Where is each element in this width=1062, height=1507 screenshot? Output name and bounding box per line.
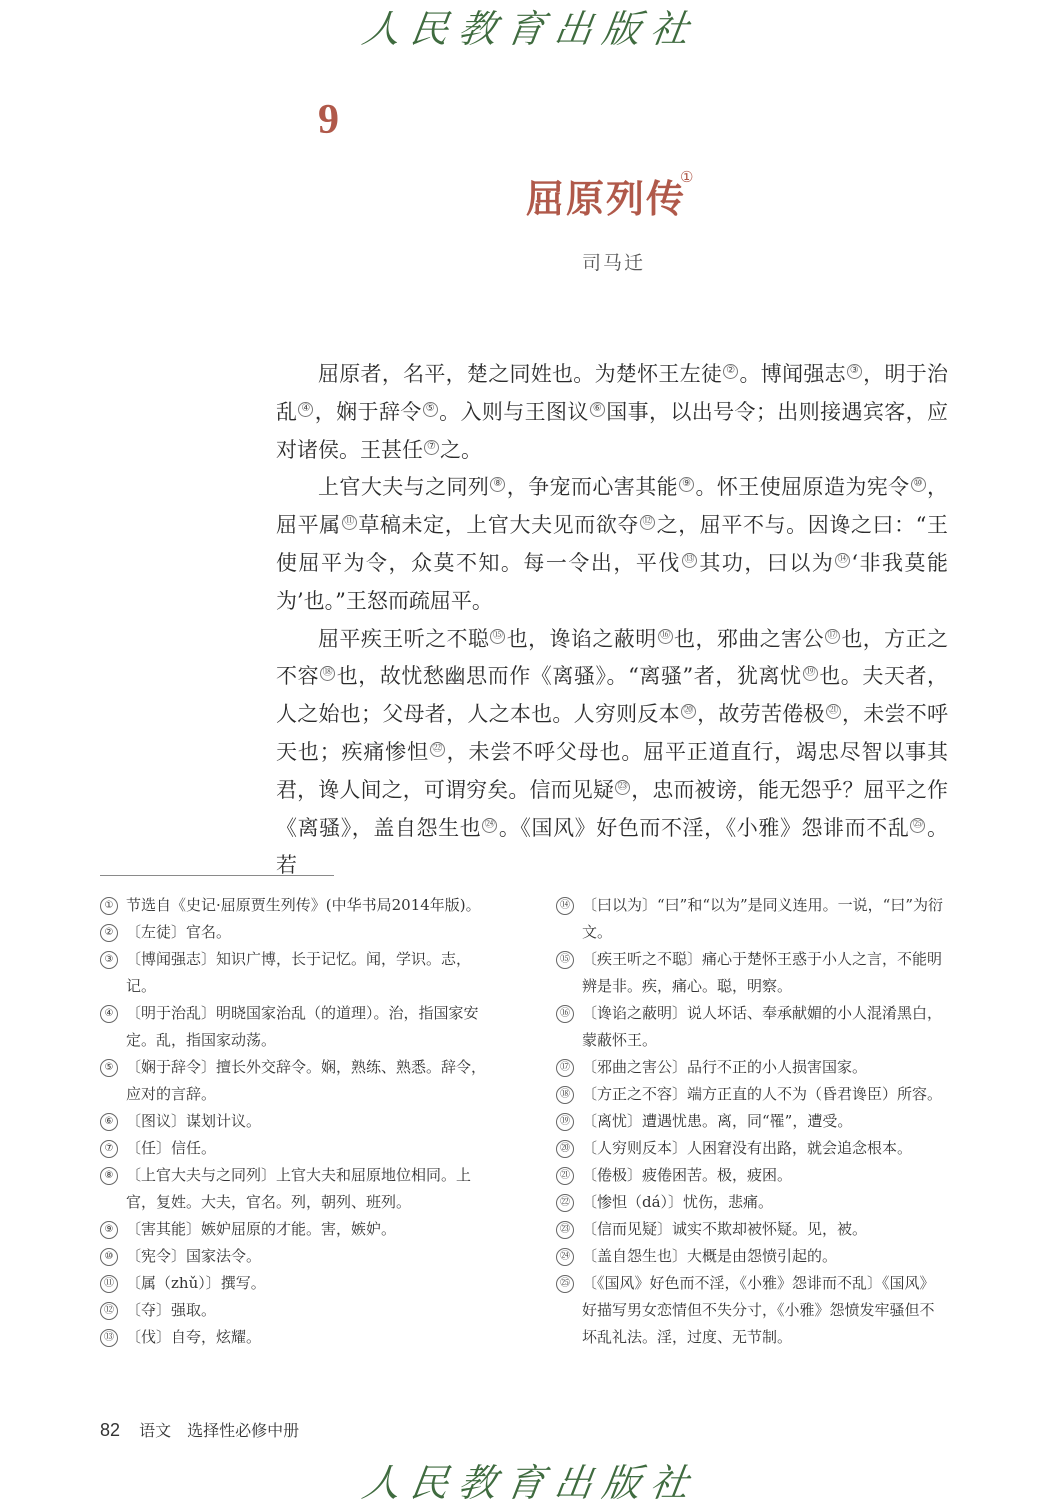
footnote-marker: ⑤ <box>423 402 438 417</box>
text-segment: 屈平疾王听之不聪 <box>318 626 490 651</box>
text-segment: 也，谗谄之蔽明 <box>506 626 657 651</box>
text-segment: ，故劳苦倦极 <box>696 702 825 727</box>
footnote-text: 〔离忧〕遭遇忧患。离，同“罹”，遭受。 <box>582 1112 853 1130</box>
text-segment: 之。 <box>440 437 482 462</box>
footnote-text: 〔属（zhǔ）〕撰写。 <box>126 1274 266 1292</box>
footnote-text: 〔谗谄之蔽明〕说人坏话、奉承献媚的小人混淆黑白，蒙蔽怀王。 <box>582 1004 943 1049</box>
footnote-text: 〔倦极〕疲倦困苦。极，疲困。 <box>582 1166 793 1184</box>
footnote-marker: ⑯ <box>658 629 673 644</box>
paragraph-2 <box>276 469 948 620</box>
footnote-marker: ⑧ <box>490 477 505 492</box>
footnote-item <box>100 1243 494 1270</box>
footnote-number: ⑱ <box>556 1086 574 1104</box>
footnote-item <box>556 1216 948 1243</box>
text-segment: ，争宠而心害其能 <box>506 475 679 500</box>
footnote-number: ⑧ <box>100 1167 118 1185</box>
footnote-item <box>100 1297 494 1324</box>
footnote-item <box>556 1270 948 1351</box>
footnote-text: 〔娴于辞令〕擅长外交辞令。娴，熟练、熟悉。辞令，应对的言辞。 <box>126 1058 487 1103</box>
footnote-marker: ㉔ <box>482 818 497 833</box>
footnote-text: 〔曰以为〕“曰”和“以为”是同义连用。一说，“曰”为衍文。 <box>582 896 944 941</box>
footnote-text: 〔邪曲之害公〕品行不正的小人损害国家。 <box>582 1058 868 1076</box>
footnote-text: 〔害其能〕嫉妒屈原的才能。害，嫉妒。 <box>126 1220 397 1238</box>
footnote-number: ⑯ <box>556 1005 574 1023</box>
footnote-marker: ⑦ <box>424 440 439 455</box>
text-segment: 也，故忧愁幽思而作《离骚》。“离骚”者，犹离忧 <box>336 664 802 689</box>
footnote-number: ⑬ <box>100 1329 118 1347</box>
text-segment: ，未尝不呼父母也。屈平正道直行，竭忠尽智以事其君，谗人间之，可谓穷矣。信而见疑 <box>276 739 949 802</box>
text-segment: 。若 <box>276 815 948 878</box>
footnote-number: ⑰ <box>556 1059 574 1077</box>
text-segment: 。博闻强志 <box>739 362 846 386</box>
text-segment: ，未尝不呼天也；疾痛惨怛 <box>276 702 949 764</box>
footnote-text: 〔图议〕谋划计议。 <box>126 1112 262 1130</box>
footnote-item <box>556 1243 948 1270</box>
footnote-number: ㉓ <box>556 1221 574 1239</box>
footnotes-left-column <box>100 892 494 1351</box>
text-segment: ‘非我莫能为’也。”王怒而疏屈平。 <box>276 550 949 613</box>
footnote-number: ⑮ <box>556 951 574 969</box>
book-title: 语文 选择性必修中册 <box>139 1421 300 1440</box>
footnote-number: ③ <box>100 951 118 969</box>
footnote-number: ⑦ <box>100 1140 118 1158</box>
author: 司马迁 <box>582 252 646 274</box>
footnote-text: 〔信而见疑〕诚实不欺却被怀疑。见，被。 <box>582 1220 868 1238</box>
footnotes-right-column <box>556 892 948 1351</box>
footnote-number: ④ <box>100 1005 118 1023</box>
text-segment: 屈原者，名平，楚之同姓也。为楚怀王左徒 <box>318 362 723 386</box>
footnote-number: ⑳ <box>556 1140 574 1158</box>
text-segment: ，屈平属 <box>276 475 949 538</box>
title-footnote-marker: ① <box>680 168 694 186</box>
text-segment: 其功，曰以为 <box>697 550 835 575</box>
footnote-number: ⑩ <box>100 1248 118 1266</box>
footnote-number: ⑭ <box>556 897 574 915</box>
footnote-marker: ⑨ <box>679 477 694 492</box>
footnote-item <box>556 1108 948 1135</box>
text-segment: 也，邪曲之害公 <box>673 626 824 651</box>
footnote-item <box>100 1054 494 1108</box>
footnote-marker: ③ <box>847 364 862 379</box>
footnote-marker: ⑥ <box>590 402 605 417</box>
publisher-logo-bottom: 人民教育出版社 <box>359 1461 702 1505</box>
footnote-marker: ⑲ <box>803 666 818 681</box>
footnote-item <box>100 1000 494 1054</box>
footnote-marker: ⑰ <box>825 629 840 644</box>
footnote-text: 〔《国风》好色而不淫，《小雅》怨诽而不乱〕《国风》好描写男女恋情但不失分寸，《小雅》怨愤发牢骚但不坏乱礼法。淫，过度、无节制。 <box>582 1274 935 1346</box>
footnote-item <box>100 1162 494 1216</box>
footnote-item <box>556 1081 948 1108</box>
text-segment: 上官大夫与之同列 <box>318 475 490 500</box>
page-footer <box>100 1418 299 1441</box>
footnote-text: 〔疾王听之不聪〕痛心于楚怀王惑于小人之言，不能明辨是非。疾，痛心。聪，明察。 <box>582 950 943 995</box>
footnote-marker: ㉕ <box>910 818 925 833</box>
footnote-number: ⑪ <box>100 1275 118 1293</box>
text-segment: 。《国风》好色而不淫，《小雅》怨诽而不乱 <box>498 815 910 840</box>
footnote-divider <box>100 875 334 876</box>
footnote-item <box>100 1324 494 1351</box>
page-number: 82 <box>100 1420 121 1440</box>
footnote-text: 〔明于治乱〕明晓国家治乱（的道理）。治，指国家安定。乱，指国家动荡。 <box>126 1004 479 1049</box>
footnote-item <box>100 946 494 1000</box>
footnote-marker: ⑬ <box>682 553 697 568</box>
footnote-marker: ⑩ <box>911 477 926 492</box>
paragraph-3 <box>276 621 948 886</box>
main-text <box>276 356 948 885</box>
footnote-item <box>100 919 494 946</box>
footnote-number: ⑥ <box>100 1113 118 1131</box>
footnote-text: 〔博闻强志〕知识广博，长于记忆。闻，学识。志，记。 <box>126 950 472 995</box>
footnote-number: ⑨ <box>100 1221 118 1239</box>
text-segment: ，明于治乱 <box>276 362 949 424</box>
footnote-text: 〔惨怛（dá）〕忧伤，悲痛。 <box>582 1193 774 1211</box>
footnote-item <box>556 1189 948 1216</box>
footnote-item <box>556 1135 948 1162</box>
text-segment: 国事，以出号令；出则接遇宾客，应对诸侯。王甚任 <box>276 399 949 462</box>
footnote-marker: ⑫ <box>640 515 655 530</box>
footnote-number: ⑤ <box>100 1059 118 1077</box>
paragraph-1 <box>276 356 948 469</box>
footnote-item <box>100 1270 494 1297</box>
footnote-marker: ⑪ <box>342 515 357 530</box>
text-segment: 也，方正之不容 <box>276 626 949 689</box>
footnote-number: ㉒ <box>556 1194 574 1212</box>
text-segment: ，娴于辞令 <box>314 399 422 424</box>
footnote-text: 〔宪令〕国家法令。 <box>126 1247 262 1265</box>
footnote-number: ⑫ <box>100 1302 118 1320</box>
footnote-item <box>100 892 494 919</box>
footnote-marker: ⑭ <box>835 553 850 568</box>
text-segment: 也。夫天者，人之始也；父母者，人之本也。人穷则反本 <box>276 664 949 727</box>
text-segment: 。入则与王图议 <box>438 399 589 424</box>
footnote-item <box>556 1054 948 1081</box>
footnote-item <box>556 946 948 1000</box>
footnote-number: ① <box>100 897 118 915</box>
footnote-marker: ㉒ <box>430 742 445 757</box>
footnote-number: ㉔ <box>556 1248 574 1266</box>
footnote-number: ⑲ <box>556 1113 574 1131</box>
footnote-text: 〔伐〕自夸，炫耀。 <box>126 1328 262 1346</box>
footnote-item <box>556 1000 948 1054</box>
lesson-number: 9 <box>318 97 339 143</box>
footnote-text: 〔上官大夫与之同列〕上官大夫和屈原地位相同。上官，复姓。大夫，官名。列，朝列、班列。 <box>126 1166 472 1211</box>
lesson-title: 屈原列传 <box>526 176 687 221</box>
footnote-number: ㉕ <box>556 1275 574 1293</box>
footnote-text: 节选自《史记·屈原贾生列传》(中华书局2014年版)。 <box>126 896 481 914</box>
footnote-number: ㉑ <box>556 1167 574 1185</box>
footnote-marker: ⑳ <box>681 704 696 719</box>
footnote-number: ② <box>100 924 118 942</box>
footnote-text: 〔人穷则反本〕人困窘没有出路，就会追念根本。 <box>582 1139 913 1157</box>
publisher-logo-top: 人民教育出版社 <box>359 7 702 51</box>
footnote-text: 〔盖自怨生也〕大概是由怨愤引起的。 <box>582 1247 838 1265</box>
text-segment: ，忠而被谤，能无怨乎？屈平之作《离骚》，盖自怨生也 <box>276 777 949 840</box>
footnote-marker: ② <box>723 364 738 379</box>
footnote-marker: ㉑ <box>826 704 841 719</box>
footnote-text: 〔左徒〕官名。 <box>126 923 232 941</box>
text-segment: 之，屈平不与。因谗之曰：“王使屈平为令，众莫不知。每一令出，平伐 <box>276 513 949 575</box>
footnote-item <box>100 1108 494 1135</box>
footnote-marker: ㉓ <box>615 780 630 795</box>
footnote-text: 〔任〕信任。 <box>126 1139 217 1157</box>
footnote-item <box>100 1135 494 1162</box>
footnote-text: 〔夺〕强取。 <box>126 1301 217 1319</box>
footnote-marker: ④ <box>298 402 313 417</box>
footnote-marker: ⑱ <box>320 666 335 681</box>
footnote-text: 〔方正之不容〕端方正直的人不为（昏君谗臣）所容。 <box>582 1085 943 1103</box>
footnote-marker: ⑮ <box>490 629 505 644</box>
text-segment: 草稿未定，上官大夫见而欲夺 <box>357 513 640 538</box>
footnote-item <box>556 892 948 946</box>
footnote-item <box>100 1216 494 1243</box>
footnote-item <box>556 1162 948 1189</box>
text-segment: 。怀王使屈原造为宪令 <box>695 475 910 500</box>
